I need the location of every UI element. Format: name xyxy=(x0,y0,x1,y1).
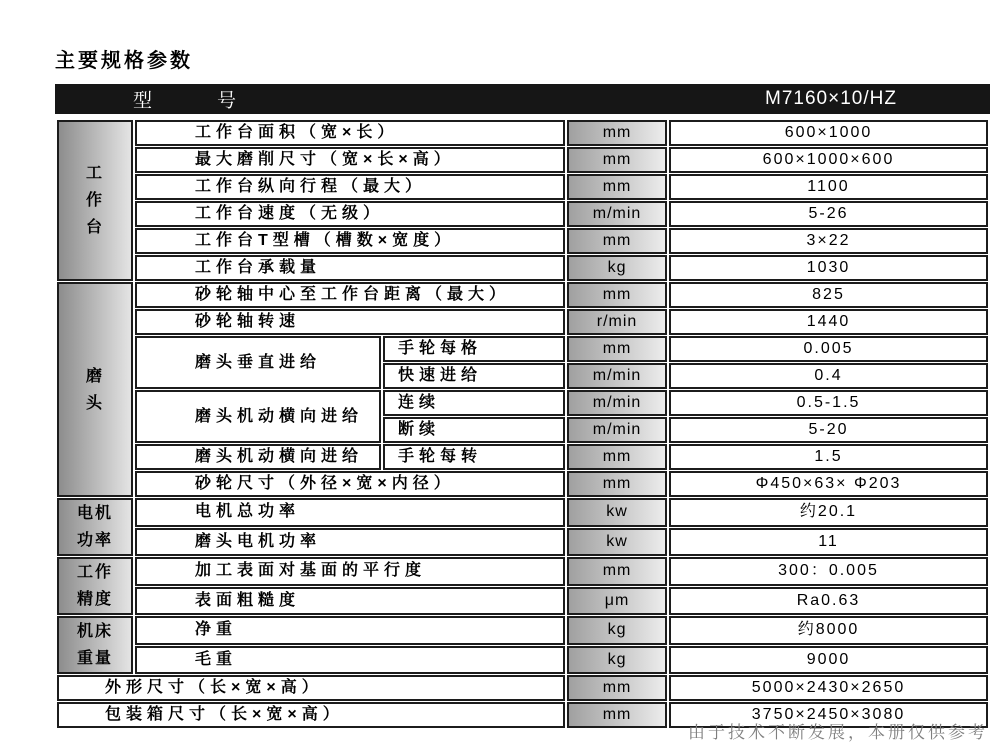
unit-cell: mm xyxy=(567,444,667,470)
value-cell: 600×1000 xyxy=(669,120,988,146)
category-label-line: 功率 xyxy=(76,532,113,549)
param-label: 表面粗糙度 xyxy=(135,587,565,616)
category-label-line: 作 xyxy=(85,192,104,209)
value-cell: 0.5-1.5 xyxy=(669,390,988,416)
category-label-line: 磨 xyxy=(85,367,104,385)
param-sublabel: 手轮每转 xyxy=(383,444,565,470)
model-label: 型 号 xyxy=(133,90,239,112)
table-row xyxy=(57,309,988,335)
value-cell: Φ450×63× Φ203 xyxy=(669,471,988,497)
category-cell xyxy=(57,498,133,556)
param-label: 砂轮尺寸（外径×宽×内径） xyxy=(135,471,565,497)
value-cell: 1440 xyxy=(669,309,988,335)
table-row xyxy=(57,390,988,416)
table-row xyxy=(57,646,988,675)
value-cell: 300：0.005 xyxy=(669,557,988,586)
value-cell: 5-20 xyxy=(669,417,988,443)
unit-cell: m/min xyxy=(567,390,667,416)
value-cell: 600×1000×600 xyxy=(669,147,988,173)
category-label-line: 头 xyxy=(85,394,104,412)
param-label: 磨头垂直进给 xyxy=(135,336,381,389)
param-label: 最大磨削尺寸（宽×长×高） xyxy=(135,147,565,173)
unit-cell: mm xyxy=(567,282,667,308)
value-cell: 11 xyxy=(669,528,988,557)
unit-cell: kw xyxy=(567,498,667,527)
value-cell: 0.005 xyxy=(669,336,988,362)
value-cell: 1030 xyxy=(669,255,988,281)
param-label: 磨头机动横向进给 xyxy=(135,444,381,470)
param-label: 磨头电机功率 xyxy=(135,528,565,557)
param-sublabel: 快速进给 xyxy=(383,363,565,389)
unit-cell: mm xyxy=(567,120,667,146)
table-row xyxy=(57,675,988,701)
category-label-line: 工 xyxy=(85,165,104,182)
param-sublabel: 连续 xyxy=(383,390,565,416)
unit-cell: mm xyxy=(567,557,667,586)
value-cell: 3×22 xyxy=(669,228,988,254)
category-label-line: 机床 xyxy=(76,623,113,640)
value-cell: 约8000 xyxy=(669,616,988,645)
value-cell: 0.4 xyxy=(669,363,988,389)
category-cell xyxy=(57,557,133,615)
unit-cell: kg xyxy=(567,646,667,675)
param-sublabel: 手轮每格 xyxy=(383,336,565,362)
value-cell: 约20.1 xyxy=(669,498,988,527)
table-row xyxy=(57,587,988,616)
param-label: 净重 xyxy=(135,616,565,645)
table-row xyxy=(57,120,988,146)
unit-cell: m/min xyxy=(567,417,667,443)
param-label: 工作台速度（无级） xyxy=(135,201,565,227)
page-title: 主要规格参数 xyxy=(55,50,193,72)
param-label: 包装箱尺寸（长×宽×高） xyxy=(57,702,565,728)
value-cell: 5-26 xyxy=(669,201,988,227)
value-cell: 825 xyxy=(669,282,988,308)
unit-cell: mm xyxy=(567,147,667,173)
table-row xyxy=(57,255,988,281)
unit-cell: kw xyxy=(567,528,667,557)
unit-cell: mm xyxy=(567,336,667,362)
param-label: 毛重 xyxy=(135,646,565,675)
spec-table xyxy=(55,119,990,729)
param-label: 工作台面积（宽×长） xyxy=(135,120,565,146)
value-cell: 3750×2450×3080 xyxy=(669,702,988,728)
table-row xyxy=(57,336,988,362)
table-row xyxy=(57,616,988,645)
param-label: 磨头机动横向进给 xyxy=(135,390,381,443)
unit-cell: mm xyxy=(567,174,667,200)
table-row xyxy=(57,201,988,227)
category-cell xyxy=(57,282,133,497)
value-cell: 5000×2430×2650 xyxy=(669,675,988,701)
unit-cell: mm xyxy=(567,228,667,254)
table-row xyxy=(57,228,988,254)
table-row xyxy=(57,147,988,173)
param-label: 工作台纵向行程（最大） xyxy=(135,174,565,200)
category-cell xyxy=(57,616,133,674)
table-row xyxy=(57,557,988,586)
unit-cell: mm xyxy=(567,675,667,701)
category-label-line: 电机 xyxy=(76,505,113,522)
unit-cell: mm xyxy=(567,702,667,728)
table-row xyxy=(57,282,988,308)
param-label: 外形尺寸（长×宽×高） xyxy=(57,675,565,701)
table-row xyxy=(57,444,988,470)
table-row xyxy=(57,498,988,527)
category-cell xyxy=(57,120,133,281)
footer-note: 由于技术不断发展，本册仅供参考 xyxy=(688,723,988,742)
category-label-line: 重量 xyxy=(76,650,113,667)
table-row xyxy=(57,528,988,557)
value-cell: Ra0.63 xyxy=(669,587,988,616)
unit-cell: kg xyxy=(567,616,667,645)
category-label-line: 工作 xyxy=(76,564,113,581)
model-header-bar xyxy=(55,84,990,114)
category-label-line: 精度 xyxy=(76,591,113,608)
value-cell: 1100 xyxy=(669,174,988,200)
param-label: 砂轮轴中心至工作台距离（最大） xyxy=(135,282,565,308)
param-label: 工作台承载量 xyxy=(135,255,565,281)
value-cell: 1.5 xyxy=(669,444,988,470)
category-label-line: 台 xyxy=(85,219,104,236)
unit-cell: kg xyxy=(567,255,667,281)
table-row xyxy=(57,471,988,497)
param-label: 砂轮轴转速 xyxy=(135,309,565,335)
unit-cell: m/min xyxy=(567,363,667,389)
param-label: 工作台T型槽（槽数×宽度） xyxy=(135,228,565,254)
table-row xyxy=(57,174,988,200)
unit-cell: m/min xyxy=(567,201,667,227)
unit-cell: μm xyxy=(567,587,667,616)
model-number: M7160×10/HZ xyxy=(765,88,897,109)
value-cell: 9000 xyxy=(669,646,988,675)
param-label: 电机总功率 xyxy=(135,498,565,527)
unit-cell: mm xyxy=(567,471,667,497)
param-label: 加工表面对基面的平行度 xyxy=(135,557,565,586)
unit-cell: r/min xyxy=(567,309,667,335)
spec-table-body xyxy=(57,120,988,728)
param-sublabel: 断续 xyxy=(383,417,565,443)
